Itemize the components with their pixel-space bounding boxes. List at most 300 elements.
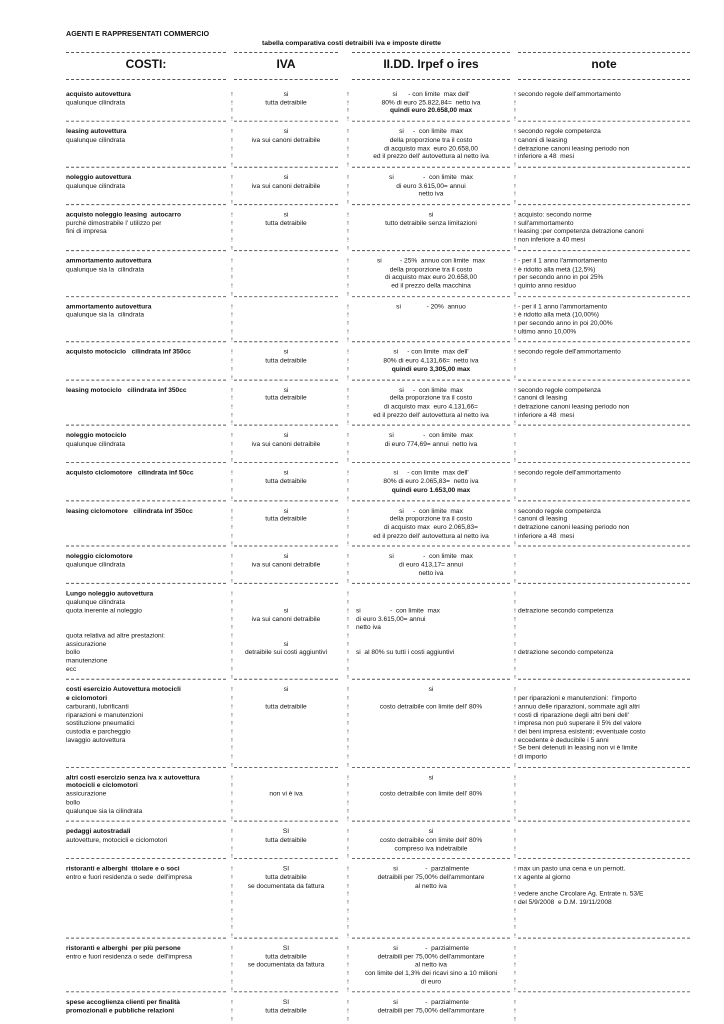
costi-cell-line: quota relativa ad altre prestazioni: [66,632,165,640]
separator-dash [66,379,226,380]
separator-dash [234,767,338,768]
ires-cell-line: della proporzione tra il costo [389,265,473,273]
ires-cell-line: ed il prezzo della macchina [391,282,471,290]
separator-dash [518,546,690,547]
column-divider: ! ! ! ! ! [231,129,233,169]
column-divider: ! ! ! ! [514,471,516,502]
iva-cell [234,128,338,145]
separator-dash [234,821,338,822]
ires-cell-line: di euro [420,978,442,986]
separator-dash [518,767,690,768]
column-divider: ! ! ! ! [231,175,233,207]
note-cell [518,349,690,357]
column-divider: ! ! ! ! [514,350,516,382]
iva-cell-line: si [283,507,289,515]
separator-dash [518,379,690,380]
iva-cell-line: si [283,607,289,615]
ires-cell-line: costo detraibile con limite dell' 80% [379,703,483,711]
costi-cell-line: qualunque cilindrata [66,136,126,144]
iva-cell-line [234,695,338,703]
column-divider: ! ! ! ! ! ! ! ! ! ! ! [514,591,516,682]
separator-dash [352,546,510,547]
separator-dash [234,379,338,380]
ires-cell-line: quindi euro 1.653,00 max [391,486,471,494]
iva-cell-line: si [283,432,289,440]
costi-cell-line: bollo [66,649,80,657]
separator-dash [518,500,690,501]
separator-dash [234,462,338,463]
costi-cell-line: noleggio motociclo [66,432,127,440]
ires-cell-line: di euro 3.615,00= annui [356,615,426,623]
costi-cell [66,91,226,108]
ires-cell-line: con limite del 1,3% dei ricavi sino a 10 milioni [364,970,498,977]
document-subtitle: tabella comparativa costi detraibili iva e imposte dirette [262,40,442,47]
separator-dash [518,121,690,122]
note-cell-line [518,591,690,599]
header-rule [518,79,690,80]
column-divider: ! ! ! ! ! [514,258,516,298]
iva-cell-line: tutta detraibile [265,836,307,844]
note-cell-line [518,616,690,624]
separator-dash [518,679,690,680]
ires-cell-line [356,591,514,599]
separator-dash [352,462,510,463]
column-header-iva: IVA [276,57,296,71]
separator-dash [352,767,510,768]
costi-cell-line [66,624,226,632]
ires-cell-line: di euro 3.615,00= annui [396,182,466,190]
costi-cell-line: qualunque cilindrata [66,561,126,569]
costi-cell-line: noleggio autovettura [66,174,132,182]
separator-dash [234,500,338,501]
note-cell-line: detrazione canoni leasing periodo non [518,403,630,411]
iva-cell-line: iva sui canoni detraibile [251,440,321,448]
iva-cell-line: tutta detraibile [265,515,307,523]
note-cell-line: - per il 1 anno l'ammortamento [518,303,608,311]
ires-cell-line: 80% di euro 4,131,66= netto iva [383,357,479,365]
column-divider: ! ! ! ! ! ! [231,946,233,994]
iva-cell-line: non vi è iva [269,791,303,798]
costi-cell-line: spese accoglienza clienti per finalità [66,999,180,1007]
separator-dash [234,679,338,680]
iva-cell-line: si [283,128,289,136]
note-cell-line: acquisto: secondo norme [518,211,592,219]
column-divider: ! ! ! ! [231,471,233,502]
separator-dash [518,992,690,993]
separator-dash [234,938,338,939]
header-rule [66,79,226,80]
note-cell [518,212,690,245]
column-header-ires: II.DD. Irpef o ires [383,57,479,71]
ires-cell-line: detraibili per 75,00% dell'ammontare [377,1007,485,1015]
ires-cell-line: si al 80% su tutti i costi aggiuntivi [356,649,455,657]
ires-cell-line: al netto iva [415,882,447,890]
costi-cell-line: qualunque sia la cilindrata [66,807,143,815]
costi-cell [66,508,226,516]
column-divider: ! ! ! ! ! [514,129,516,169]
costi-cell-line: quota inerente al noleggio [66,607,142,615]
separator-dash [518,342,690,343]
ires-cell-line: di acquisto max euro 2.065,83= [383,524,479,532]
separator-dash [352,583,510,584]
iva-cell-line: iva sui canoni detraibile [251,136,321,144]
costi-cell-line: qualunque sia la cilindrata [66,265,145,273]
iva-cell [234,829,338,846]
separator-dash [518,858,690,859]
iva-cell-line: tutta detraibile [265,874,307,882]
ires-cell-line: della proporzione tra il costo [389,136,473,144]
ires-cell [352,508,510,541]
column-divider: ! ! ! ! [514,175,516,207]
column-divider: ! ! ! ! [347,471,349,502]
separator-dash [352,992,510,993]
costi-cell [66,128,226,145]
ires-cell-line: quindi euro 20.658,00 max [389,107,473,115]
note-cell [518,387,690,420]
iva-cell-line [234,591,338,599]
column-divider: ! ! ! ! [347,175,349,207]
iva-cell-line: tutta detraibile [265,357,307,365]
column-divider: ! ! ! ! [347,433,349,465]
iva-cell [234,866,338,891]
note-cell-line: per riparazioni e manutenzioni: l'importo [518,695,637,702]
separator-dash [352,938,510,939]
column-divider: ! ! ! ! [514,91,516,123]
note-cell-line: annuo delle riparazioni, sommate agli altri [518,703,640,711]
iva-cell [234,470,338,487]
separator-dash [518,296,690,297]
ires-cell [352,349,510,374]
costi-cell-line: purchè dimostrabile l' utilizzo per [66,220,162,227]
costi-cell [66,774,226,816]
costi-cell-line: promozionali e pubbliche relazioni [66,1007,175,1015]
costi-cell-line: custodia e parcheggio [66,728,131,736]
costi-cell [66,866,226,883]
iva-cell-line: si [283,91,289,98]
ires-cell-line: si - con limite max dell' [393,349,469,357]
iva-cell-line: tutta detraibile [265,1007,307,1015]
ires-cell [352,687,510,712]
iva-cell [234,91,338,108]
column-divider: ! ! ! ! ! ! [514,775,516,823]
costi-cell [66,174,226,191]
ires-cell-line: ed il prezzo dell' autovettura al netto iva [373,532,489,540]
ires-cell-line: si [428,828,434,836]
ires-cell [352,91,510,116]
column-divider: ! ! ! ! ! [514,387,516,427]
note-cell [518,128,690,161]
separator-dash [518,250,690,251]
note-cell-line [518,633,690,641]
iva-cell-line: si [283,211,289,219]
column-divider: ! ! ! ! ! [231,304,233,344]
column-divider: ! ! ! ! [231,433,233,465]
separator-dash [352,379,510,380]
column-divider: ! ! ! ! [231,829,233,861]
note-cell-line: detrazione canoni leasing periodo non [518,524,630,532]
separator-dash [66,546,226,547]
iva-cell-line: SI [282,828,290,836]
ires-cell [352,128,510,161]
column-divider: ! ! ! ! ! [231,387,233,427]
costi-cell-line: costi esercizio Autovettura motocicli [66,686,181,694]
ires-cell [352,553,510,578]
iva-cell-line: tutta detraibile [265,220,307,227]
note-cell-line [518,624,690,632]
costi-cell-line: entro e fuori residenza o sede dell'impresa [66,874,192,882]
column-divider: ! ! ! ! ! ! [347,946,349,994]
column-divider: ! ! ! ! [231,91,233,123]
separator-dash [234,583,338,584]
iva-cell [234,774,338,799]
costi-cell-line: qualunque sia la cilindrata [66,311,145,319]
column-divider: ! ! ! ! [231,554,233,586]
ires-cell-line: si [428,686,434,694]
iva-cell [234,591,338,658]
note-cell-line: secondo regole dell'ammortamento [518,470,621,477]
ires-cell [352,433,510,450]
separator-dash [234,167,338,168]
column-divider: ! ! ! ! ! [347,129,349,169]
column-divider: ! ! ! ! ! ! [514,946,516,994]
costi-cell-line: pedaggi autostradali [66,828,131,836]
separator-dash [66,121,226,122]
ires-cell-line: detraibili per 75,00% dell'ammontare [377,953,485,961]
column-divider: ! ! ! ! [347,350,349,382]
costi-cell [66,591,226,674]
ires-cell-line: quindi euro 3,305,00 max [391,365,471,373]
separator-dash [66,679,226,680]
costi-cell-line: noleggio ciclomotore [66,553,133,561]
column-divider: ! ! ! ! ! [514,508,516,548]
iva-cell-line: si [283,553,289,561]
ires-cell-line: netto iva [418,570,444,577]
note-cell-line: canoni di leasing [518,395,568,402]
iva-cell-line: tutta detraibile [265,478,307,486]
note-cell-line: impresa non può superare il 5% del valore [518,720,642,727]
ires-cell-line [356,641,514,649]
ires-cell-line: si - 20% annuo [396,303,466,311]
costi-cell [66,999,226,1016]
note-cell-line: di importo [518,753,547,761]
column-divider: ! ! ! ! ! [347,304,349,344]
costi-cell [66,433,226,450]
ires-cell [352,774,510,799]
costi-cell [66,387,226,395]
iva-cell-line: SI [282,866,290,873]
ires-cell-line [352,783,510,791]
ires-cell-line: della proporzione tra il costo [389,395,473,402]
note-cell-line: dei beni impresa esistenti; evventuale costo [518,728,646,736]
costi-cell-line: leasing ciclomotore cilindrata inf 350cc [66,507,193,515]
iva-cell-line: SI [282,945,290,952]
costi-cell-line: ammortamento autovettura [66,303,152,311]
column-divider: ! ! ! ! [514,829,516,861]
column-divider: ! ! ! ! [347,554,349,586]
iva-cell-line: si [283,349,289,357]
separator-dash [234,992,338,993]
note-cell-line: del 5/9/2008 e D.M. 19/11/2008 [518,899,612,907]
column-divider: ! ! ! ! ! ! [231,775,233,823]
costi-cell [66,553,226,570]
costi-cell-line: fini di impresa [66,228,107,236]
column-divider: ! ! ! ! ! ! ! ! ! ! [514,687,516,769]
iva-cell-line [234,624,338,632]
costi-cell [66,212,226,237]
note-cell-line: inferiore a 48 mesi [518,411,575,419]
column-divider: ! ! ! [231,1000,233,1023]
separator-dash [234,204,338,205]
note-cell [518,258,690,291]
iva-cell-line: iva sui canoni detraibile [251,182,321,190]
iva-cell-line: SI [282,999,290,1007]
document-title: AGENTI E RAPPRESENTATI COMMERCIO [66,29,210,38]
iva-cell-line: tutta detraibile [265,703,307,711]
costi-cell-line: altri costi esercizio senza iva x autovettura [66,774,200,782]
iva-cell-line: iva sui canoni detraibile [251,615,321,623]
ires-cell-line: si - parzialmente [393,945,469,952]
ires-cell-line [352,695,510,703]
iva-cell [234,508,338,525]
iva-cell-line: tutta detraibile [265,99,307,107]
costi-cell-line: acquisto noleggio leasing autocarro [66,211,182,219]
ires-cell-line: si - con limite max [399,386,463,394]
separator-dash [352,858,510,859]
iva-cell-line [234,783,338,791]
costi-cell [66,829,226,846]
separator-dash [234,546,338,547]
costi-cell-line: bollo [66,799,80,807]
note-cell-line: secondo regole dell'ammortamento [518,91,621,98]
ires-cell-line: al netto iva [415,961,447,969]
costi-cell-line: entro e fuori residenza o sede dell'impresa [66,953,192,961]
note-cell-line: è ridotto alla metà (10,00%) [518,311,599,319]
costi-cell [66,258,226,275]
ires-cell-line: si [428,774,434,782]
note-cell-line: detrazione secondo competenza [518,649,614,657]
note-cell-line: quinto anno residuo [518,282,576,290]
costi-cell-line: carburanti, lubrificanti [66,703,129,711]
header-rule [518,52,690,53]
costi-cell-line: autovetture, motocicli e ciclomotori [66,836,168,844]
ires-cell-line: di euro 413,17= annui [399,561,463,569]
note-cell [518,91,690,99]
note-cell-line: x agente al giorno [518,874,571,882]
note-cell-line: canoni di leasing [518,515,568,523]
ires-cell-line: compreso iva indetraibile [394,845,468,852]
ires-cell-line: si - con limite max [399,128,463,136]
costi-cell-line: ristoranti e alberghi per più persone [66,945,181,952]
column-divider: ! ! ! ! ! ! [347,775,349,823]
iva-cell-line: si [283,174,289,182]
ires-cell-line: ed il prezzo dell' autovettura al netto iva [373,411,489,419]
ires-cell-line: si - parzialmente [393,866,469,873]
ires-cell-line: si - 25% annuo con limite max [376,257,486,265]
header-rule [352,79,510,80]
separator-dash [234,858,338,859]
costi-cell-line: acquisto autovettura [66,91,131,98]
separator-dash [66,425,226,426]
separator-dash [518,425,690,426]
separator-dash [518,938,690,939]
note-cell [518,591,690,658]
iva-cell-line: se documentata da fattura [247,882,325,890]
ires-cell-line: costo detraibile con limite dell' 80% [379,836,483,844]
column-divider: ! ! ! ! [514,433,516,465]
column-divider: ! ! ! ! ! ! ! ! ! ! [231,687,233,769]
iva-cell [234,212,338,229]
note-cell-line: detrazione canoni leasing periodo non [518,145,630,152]
column-divider: ! ! ! ! [347,91,349,123]
note-cell-line: detrazione secondo competenza [518,607,614,615]
note-cell [518,508,690,541]
iva-cell [234,999,338,1016]
iva-cell-line [234,633,338,641]
iva-cell-line: tutta detraibile [265,395,307,402]
column-divider: ! ! ! ! ! [347,387,349,427]
iva-cell-line: si [283,640,289,648]
separator-dash [352,679,510,680]
note-cell-line: non inferiore a 40 mesi [518,236,586,244]
iva-cell [234,349,338,366]
ires-cell [352,212,510,229]
column-divider: ! ! ! ! ! ! ! ! ! ! ! [347,591,349,682]
separator-dash [352,204,510,205]
costi-cell [66,945,226,962]
note-cell-line: ultimo anno 10,00% [518,328,577,336]
column-divider: ! ! ! ! ! [347,508,349,548]
column-divider: ! ! ! ! ! [347,258,349,298]
separator-dash [234,250,338,251]
costi-cell-line: qualunque cilindrata [66,440,126,448]
ires-cell [352,303,510,311]
separator-dash [352,121,510,122]
iva-cell-line: detraibile sui costi aggiuntivi [244,649,328,657]
separator-dash [66,583,226,584]
separator-dash [234,425,338,426]
ires-cell [356,591,514,658]
iva-cell-line: se documentata da fattura [247,961,325,969]
ires-cell [352,945,510,987]
column-divider: ! ! ! ! [347,829,349,861]
separator-dash [66,767,226,768]
costi-cell-line: Lungo noleggio autovettura [66,590,154,598]
ires-cell-line: 80% di euro 25.822,84= netto iva [381,99,481,107]
note-cell-line: secondo regole dell'ammortamento [518,349,621,357]
separator-dash [66,858,226,859]
costi-cell-line: acquisto motociclo cilindrata inf 350cc [66,349,191,357]
column-divider: ! ! ! ! ! ! ! ! ! [347,866,349,940]
note-cell-line: secondo regole competenza [518,507,601,515]
ires-cell-line: si [428,211,434,219]
costi-cell-line: riparazioni e manutenzioni [66,711,143,719]
costi-cell [66,687,226,745]
costi-cell-line [66,616,226,624]
iva-cell-line [234,774,338,782]
ires-cell-line: si - con limite max [389,174,473,182]
costi-cell-line: lavaggio autovettura [66,736,126,744]
note-cell-line: è ridotto alla metà (12,5%) [518,265,596,273]
costi-cell [66,349,226,357]
ires-cell-line: si - con limite max dell' [392,91,470,98]
column-divider: ! ! ! ! ! [347,212,349,252]
costi-cell-line: assicurazione [66,791,107,798]
note-cell-line: leasing :per competenza detrazione canoni [518,228,644,236]
column-divider: ! ! ! ! [514,554,516,586]
ires-cell-line: di acquisto max euro 20.658,00 [384,274,477,282]
separator-dash [234,296,338,297]
separator-dash [66,938,226,939]
